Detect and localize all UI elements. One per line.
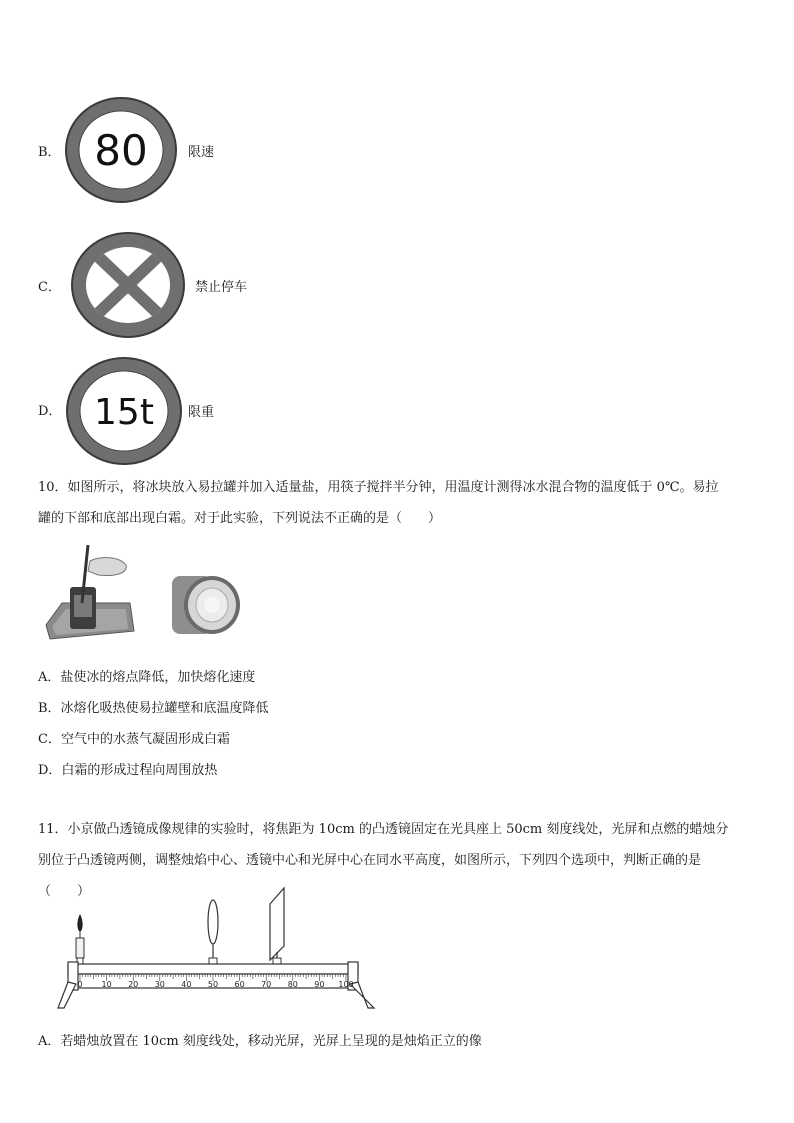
question-10-line-1: 10．如图所示，将冰块放入易拉罐并加入适量盐，用筷子搅拌半分钟，用温度计测得冰水混合物的温度低于 0℃。易拉 [38, 480, 719, 495]
option-b-label: 限速 [188, 145, 215, 160]
no-parking-sign-icon [68, 230, 188, 340]
q10-option-a: A．盐使冰的熔点降低，加快熔化速度 [38, 670, 256, 685]
light-screen-icon [270, 888, 284, 960]
ruler-label: 30 [154, 980, 165, 989]
sign-text-15t: 15t [94, 392, 154, 433]
q10-option-d: D．白霜的形成过程向周围放热 [38, 763, 218, 778]
optical-bench-diagram [52, 886, 386, 1014]
can-stirring-photo [42, 543, 136, 641]
ruler-label: 60 [234, 980, 245, 989]
q11-option-a: A．若蜡烛放置在 10cm 刻度线处，移动光屏，光屏上呈现的是烛焰正立的像 [38, 1034, 482, 1049]
frosted-can-bottom-photo [168, 570, 244, 640]
option-d-letter: D． [38, 404, 62, 419]
ruler-label: 70 [261, 980, 272, 989]
option-d-label: 限重 [188, 405, 215, 420]
ruler-label: 40 [181, 980, 192, 989]
convex-lens-icon [208, 900, 218, 944]
sign-text-80: 80 [94, 126, 148, 175]
ruler-label: 80 [287, 980, 298, 989]
bench-rail [68, 964, 358, 974]
ruler-label: 90 [314, 980, 325, 989]
option-b-letter: B． [38, 145, 61, 160]
q10-option-b: B．冰熔化吸热使易拉罐壁和底温度降低 [38, 701, 269, 716]
option-c-letter: C． [38, 280, 61, 295]
candle-flame-icon [77, 914, 82, 932]
option-c-label: 禁止停车 [195, 280, 248, 295]
question-10-line-2: 罐的下部和底部出现白霜。对于此实验，下列说法不正确的是（ ） [38, 511, 442, 526]
question-11-line-2: 别位于凸透镜两侧，调整烛焰中心、透镜中心和光屏中心在同水平高度，如图所示，下列四个选项中，判断正确的是 [38, 853, 702, 868]
candle-icon [76, 938, 84, 958]
ruler-label: 100 [338, 980, 354, 989]
speed-limit-sign-icon [62, 94, 180, 206]
q10-option-c: C．空气中的水蒸气凝固形成白霜 [38, 732, 230, 747]
question-11-line-3: （ ） [38, 884, 91, 899]
weight-limit-sign-icon [63, 355, 185, 467]
ruler-label: 20 [128, 980, 139, 989]
ruler-label: 50 [207, 980, 219, 989]
ruler-label: 0 [77, 980, 83, 989]
ruler-label: 10 [101, 980, 112, 989]
question-11-line-1: 11．小京做凸透镜成像规律的实验时，将焦距为 10cm 的凸透镜固定在光具座上 50cm 刻度线处，光屏和点燃的蜡烛分 [38, 822, 729, 837]
